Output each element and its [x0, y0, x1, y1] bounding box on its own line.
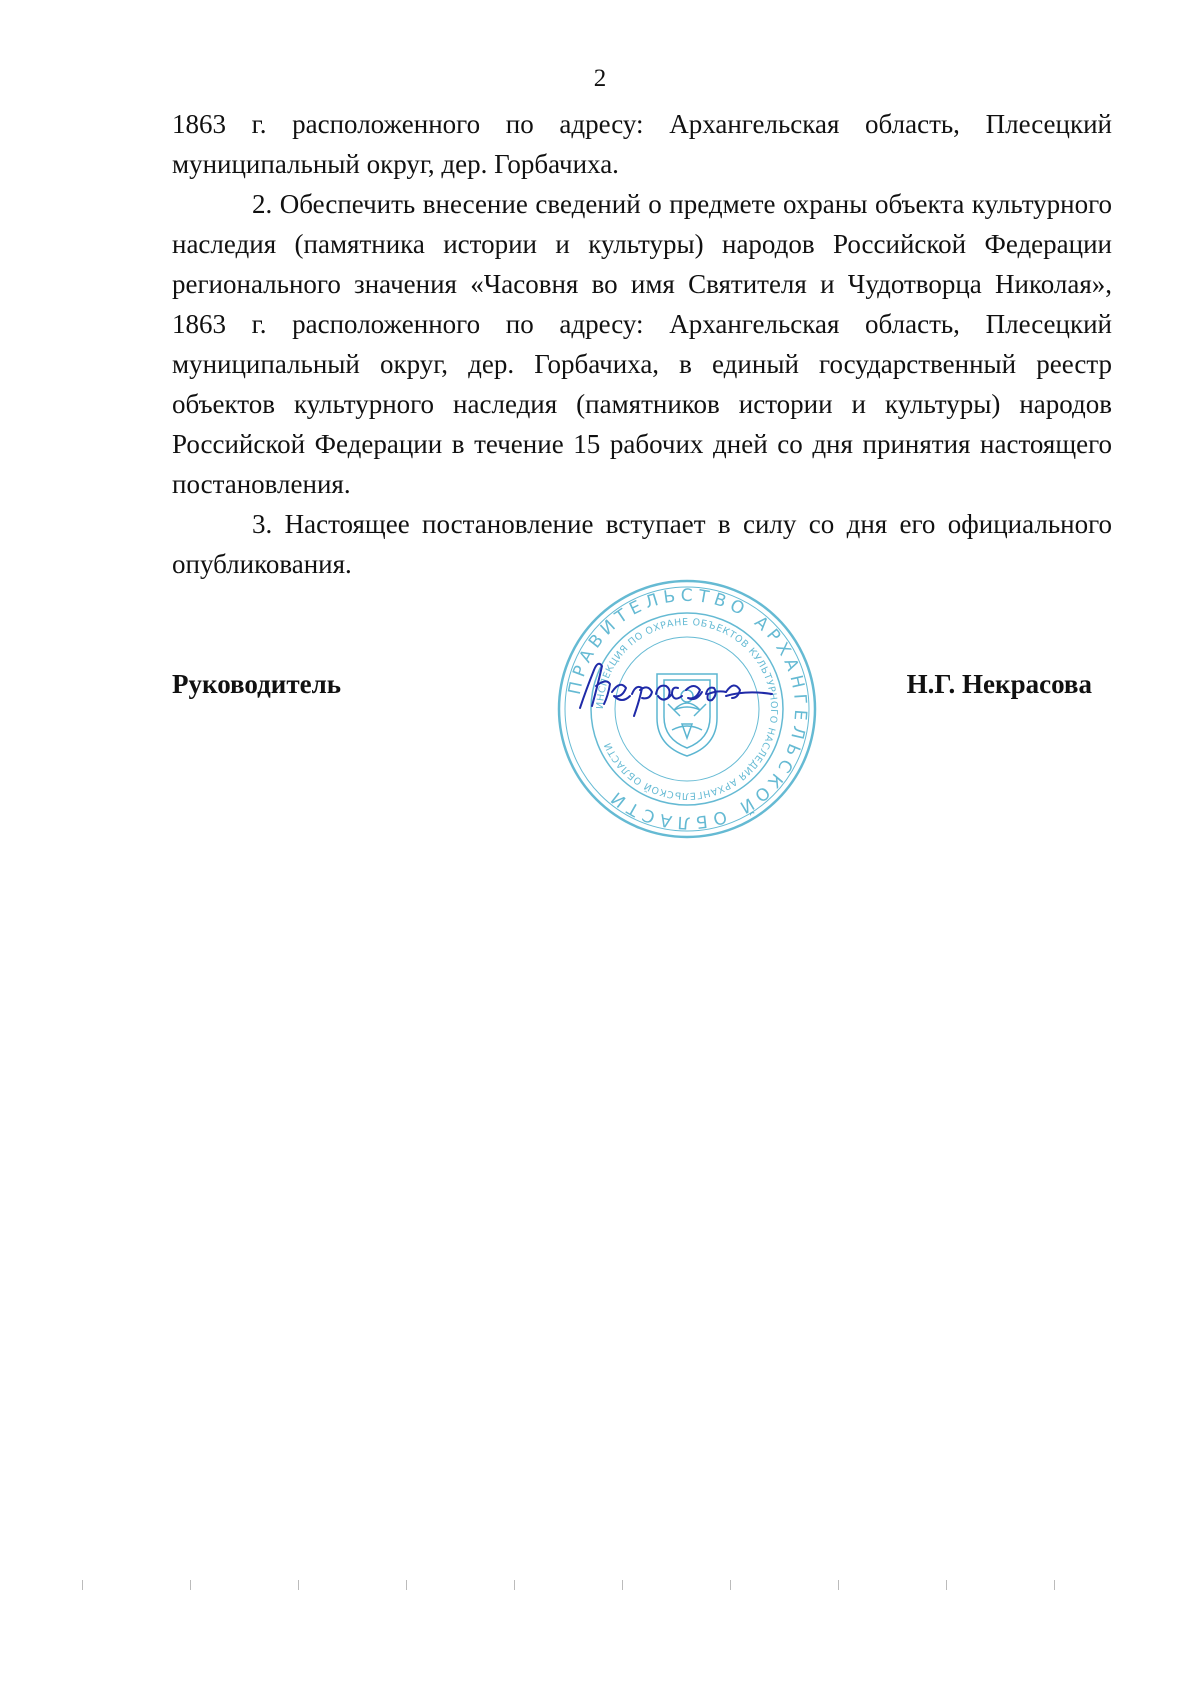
stamp-inner-text: ИНСПЕКЦИЯ ПО ОХРАНЕ ОБЪЕКТОВ КУЛЬТУРНОГО НАСЛЕДИЯ АРХАНГЕЛЬСКОЙ ОБЛАСТИ [594, 616, 780, 802]
scan-artifact [298, 1580, 299, 1590]
scan-artifact [946, 1580, 947, 1590]
scan-artifact [730, 1580, 731, 1590]
document-body [172, 104, 1112, 584]
signature-block [172, 664, 1092, 704]
signer-name: Н.Г. Некрасова [906, 669, 1092, 699]
scan-artifact [514, 1580, 515, 1590]
scan-artifact [1054, 1580, 1055, 1590]
page-number: 2 [593, 65, 607, 92]
paragraph-item-2: 2. Обеспечить внесение сведений о предмете охраны объекта культурного наследия (памятника истории и культуры) народов Российской Федерации регионального значения «Часовня во имя Святителя и Чудотворца Николая», 1863 г. расположенного по адресу: Архангельская область, Плесецкий муниципальный округ, дер. Горбачиха, в единый государственный реестр объектов культурного наследия (памятников истории и культуры) народов Российской Федерации в течение 15 рабочих дней со дня принятия настоящего постановления. [172, 189, 1112, 499]
signer-title: Руководитель [172, 669, 342, 699]
scan-artifact [82, 1580, 83, 1590]
scan-artifact [190, 1580, 191, 1590]
paragraph-item-3: 3. Настоящее постановление вступает в силу со дня его официального опубликования. [172, 509, 1112, 579]
scan-artifact [838, 1580, 839, 1590]
paragraph-continuation: 1863 г. расположенного по адресу: Архангельская область, Плесецкий муниципальный округ, дер. Горбачиха. [172, 109, 1112, 179]
scan-artifact [622, 1580, 623, 1590]
scan-artifact [406, 1580, 407, 1590]
stamp-outer-text: ПРАВИТЕЛЬСТВО АРХАНГЕЛЬСКОЙ ОБЛАСТИ [564, 585, 811, 833]
